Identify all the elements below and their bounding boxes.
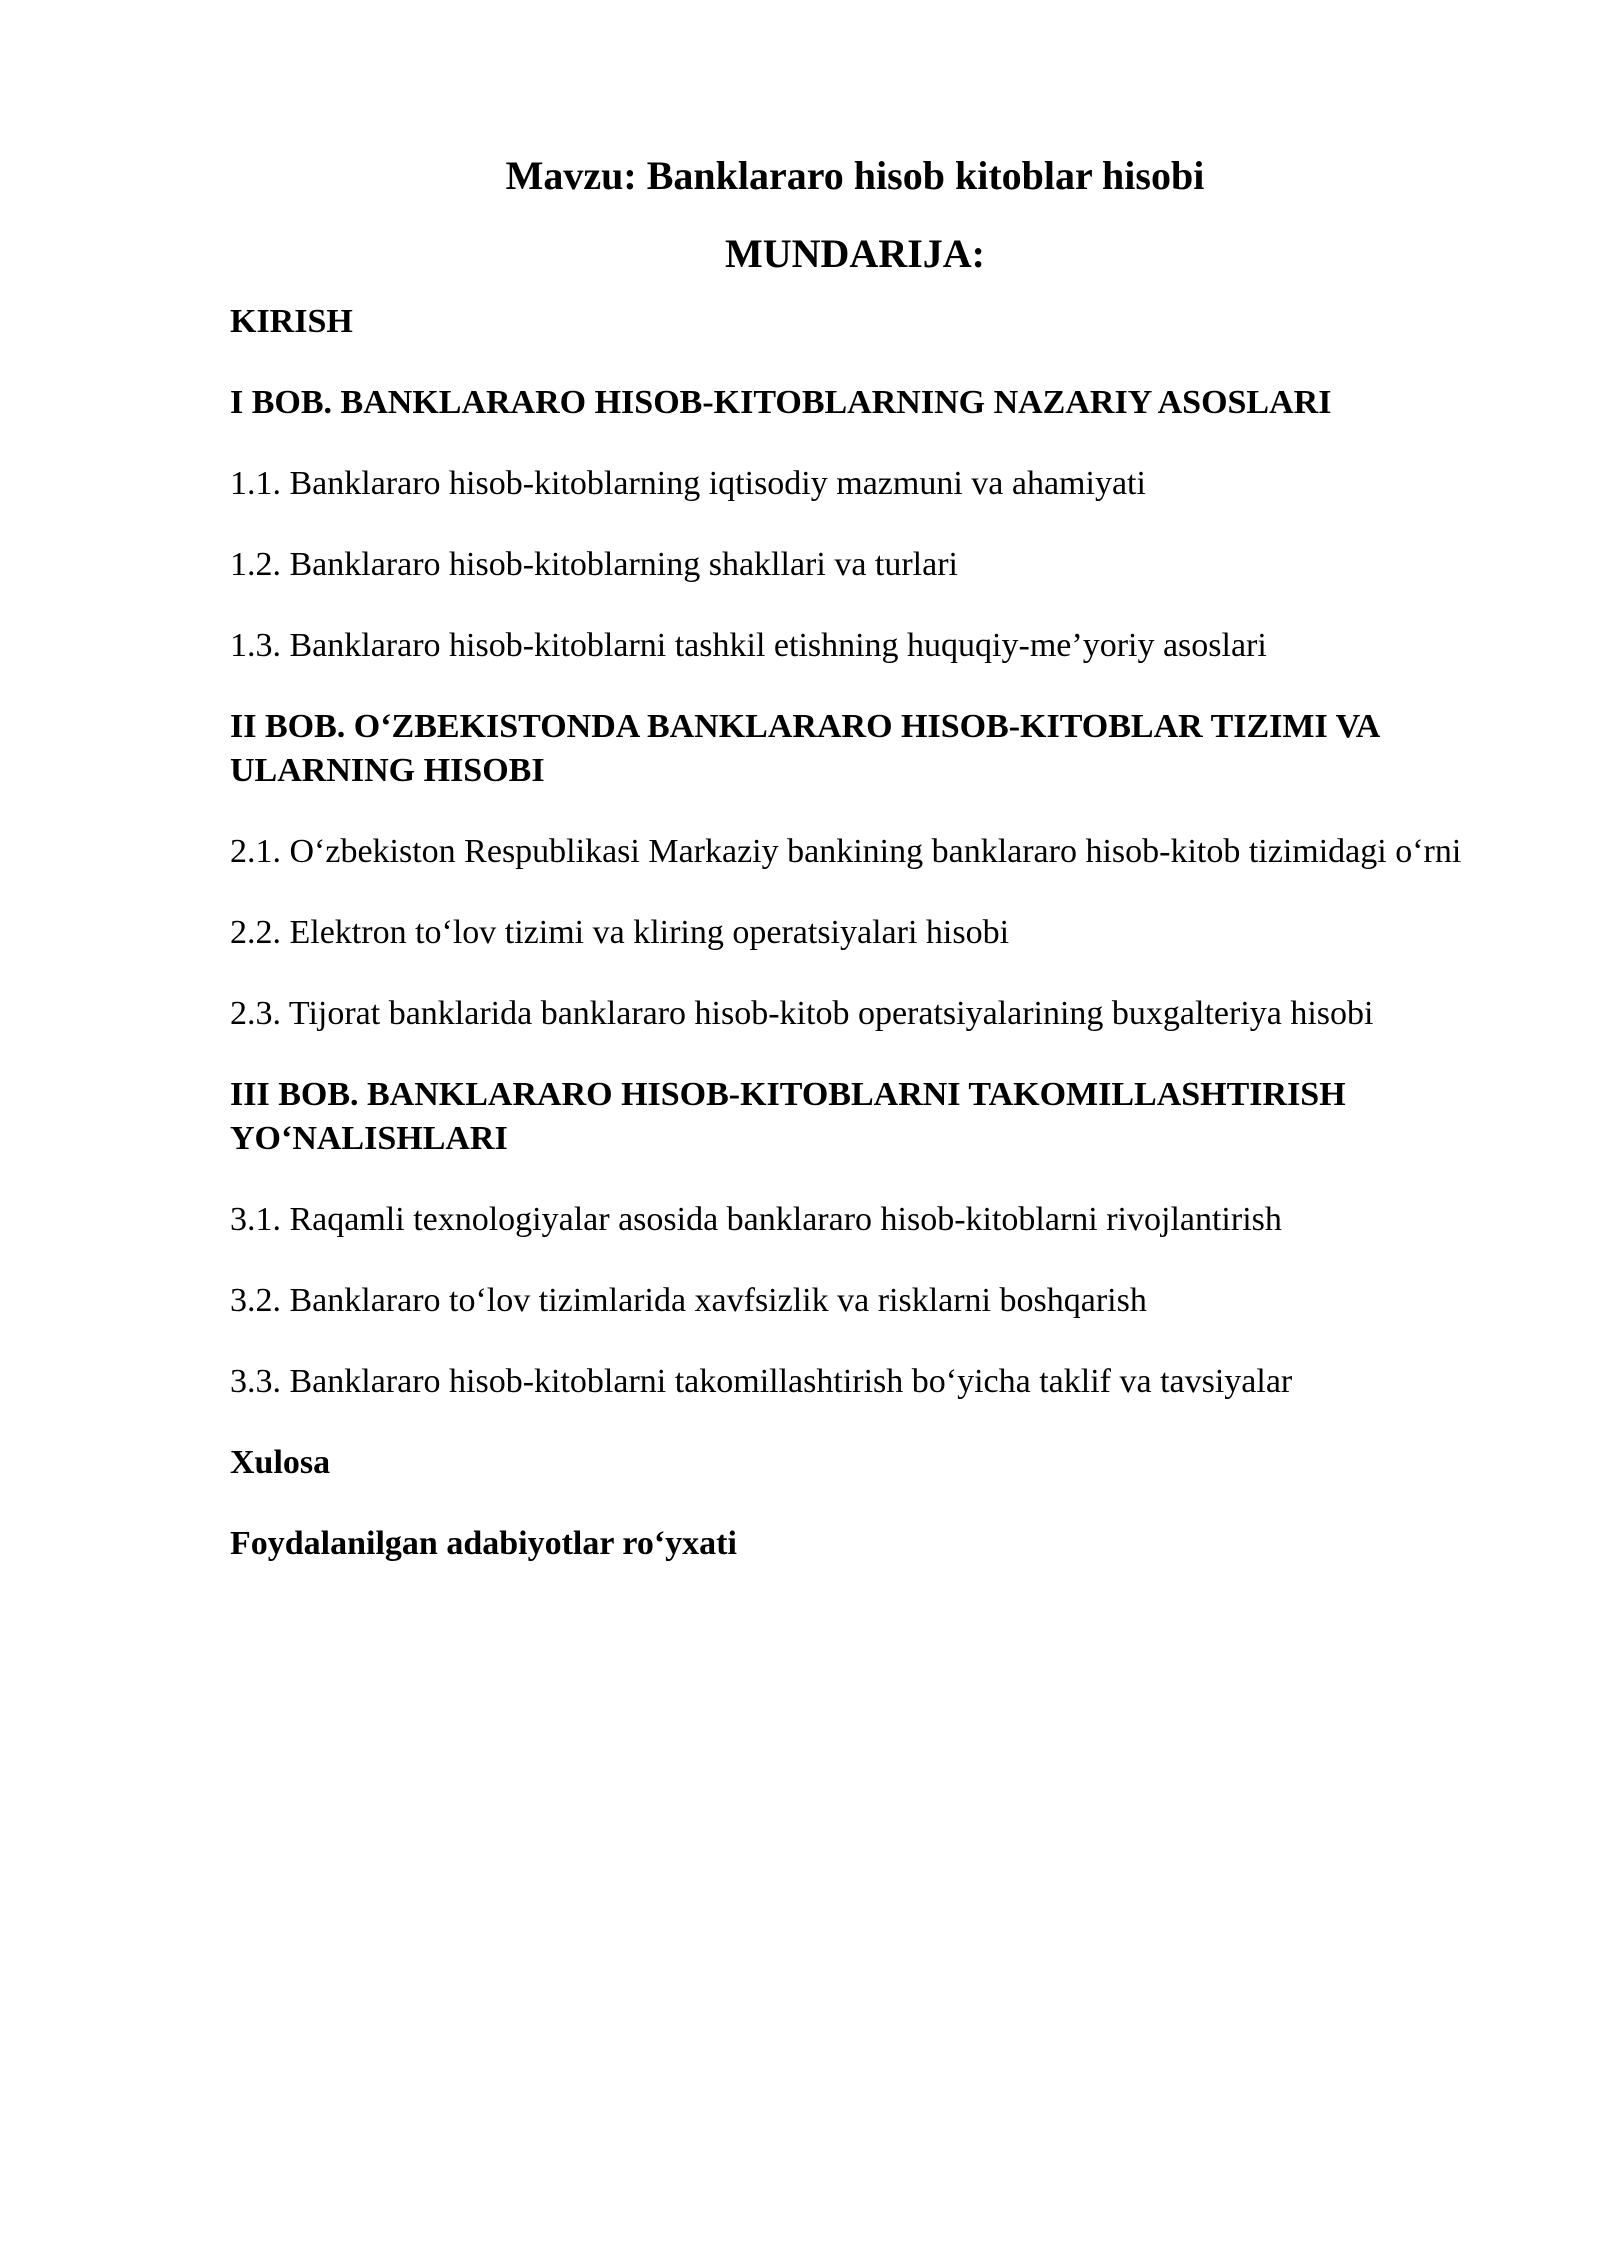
contents-heading: MUNDARIJA:	[725, 231, 985, 276]
toc-entry: 1.1. Banklararo hisob-kitoblarning iqtisodiy mazmuni va ahamiyati	[230, 465, 1146, 502]
toc-entry: III BOB. BANKLARARO HISOB-KITOBLARNI TAKOMILLASHTIRISH YO‘NALISHLARI	[230, 1076, 1346, 1157]
toc-entry: II BOB. O‘ZBEKISTONDA BANKLARARO HISOB-KITOBLAR TIZIMI VA ULARNING HISOBI	[230, 708, 1379, 789]
toc-entry: Xulosa	[230, 1444, 331, 1481]
toc-entry: Foydalanilgan adabiyotlar ro‘yxati	[230, 1525, 737, 1562]
table-of-contents	[230, 300, 1480, 1603]
toc-entry: 3.3. Banklararo hisob-kitoblarni takomillashtirish bo‘yicha taklif va tavsiyalar	[230, 1363, 1293, 1400]
toc-entry: 2.1. O‘zbekiston Respublikasi Markaziy bankining banklararo hisob-kitob tizimidagi o‘rni	[230, 833, 1462, 870]
toc-entry: 2.3. Tijorat banklarida banklararo hisob-kitob operatsiyalarining buxgalteriya hisobi	[230, 995, 1374, 1032]
toc-entry: 1.2. Banklararo hisob-kitoblarning shakllari va turlari	[230, 546, 958, 583]
toc-entry: 2.2. Elektron to‘lov tizimi va kliring operatsiyalari hisobi	[230, 914, 1010, 951]
document-title: Mavzu: Banklararo hisob kitoblar hisobi	[505, 153, 1205, 198]
toc-entry: 3.1. Raqamli texnologiyalar asosida banklararo hisob-kitoblarni rivojlantirish	[230, 1201, 1282, 1238]
toc-entry: I BOB. BANKLARARO HISOB-KITOBLARNING NAZARIY ASOSLARI	[230, 384, 1332, 421]
toc-entry: 1.3. Banklararo hisob-kitoblarni tashkil etishning huquqiy-me’yoriy asoslari	[230, 627, 1267, 664]
toc-entry: 3.2. Banklararo to‘lov tizimlarida xavfsizlik va risklarni boshqarish	[230, 1282, 1147, 1319]
toc-entry: KIRISH	[230, 303, 353, 340]
